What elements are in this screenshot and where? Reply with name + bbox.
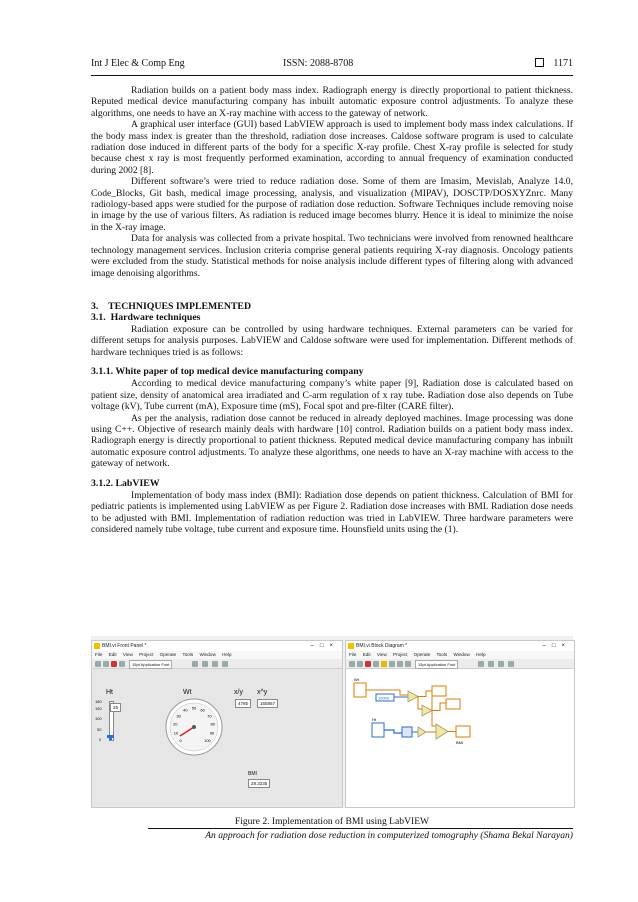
slider-tick: 100: [95, 716, 102, 721]
subsubsection-heading: 3.1.1. White paper of top medical device manufacturing company: [91, 365, 364, 377]
footer-rule: [148, 828, 573, 829]
block-diagram-titlebar: [346, 641, 574, 651]
run-arrow-icon[interactable]: [349, 661, 355, 667]
slider-tick: 0: [99, 737, 102, 742]
paragraph: A graphical user interface (GUI) based LabVIEW approach is used to implement body mass index calculations. If the body mass index is greater than the threshold, radiation dose increases. Caldose software program is used to calculate radiation dose induced in different parts of the body for a specific X-ray profile. Chest X-ray profile is selected for study because chest x ray is most frequently performed examination, according to annual frequency of examination conducted during 2002 [8].: [91, 119, 573, 176]
issn: ISSN: 2088-8708: [283, 58, 354, 69]
weight-gauge[interactable]: [164, 697, 224, 757]
run-arrow-icon[interactable]: [95, 661, 101, 667]
menu-item[interactable]: File: [349, 652, 357, 657]
labview-app-icon: [94, 643, 100, 649]
front-panel-toolbar: [92, 659, 342, 669]
gauge-tick-label: 60: [200, 707, 205, 713]
terminal-label: Wt: [354, 677, 359, 682]
slider-handle[interactable]: [107, 735, 114, 738]
block-diagram-window: [345, 640, 575, 808]
ht-label: Ht: [106, 689, 113, 696]
menu-item[interactable]: Project: [393, 652, 408, 657]
xy-indicator: 4785: [235, 699, 251, 708]
ht-terminal: [372, 723, 384, 737]
to-double-node: [402, 727, 412, 737]
menu-item[interactable]: Tools: [182, 652, 194, 657]
menu-item[interactable]: Window: [199, 652, 216, 657]
constant-value: 10000: [378, 695, 390, 701]
subsection-heading: 3.1. Hardware techniques: [91, 312, 201, 324]
wt-terminal: [354, 683, 366, 697]
subsubsection-heading: 3.1.2. LabVIEW: [91, 477, 160, 489]
menu-item[interactable]: Operate: [159, 652, 177, 657]
align-icon[interactable]: [192, 661, 198, 667]
menu-item[interactable]: Edit: [362, 652, 371, 657]
figure-caption: Figure 2. Implementation of BMI using LabVIEW: [234, 816, 430, 827]
step-over-icon[interactable]: [397, 661, 403, 667]
menu-item[interactable]: Project: [139, 652, 154, 657]
xpowy-indicator-terminal: [446, 699, 460, 709]
xpowy-indicator: 165857: [257, 699, 278, 708]
window-controls[interactable]: –□×: [542, 643, 571, 649]
distribute-icon[interactable]: [488, 661, 494, 667]
pause-icon[interactable]: [373, 661, 379, 667]
gauge-tick-label: 50: [191, 705, 197, 711]
menu-item[interactable]: Help: [476, 652, 486, 657]
gauge-tick-label: 40: [183, 707, 188, 713]
page-number-block: [535, 58, 573, 69]
menu-item[interactable]: File: [95, 652, 103, 657]
paragraph: Radiation exposure can be controlled by using hardware techniques. External parameters can be varied for different setups for analysis purposes. LabVIEW and Caldose software were used for implementation. Different methods of hardware techniques tried is as follows:: [91, 323, 573, 358]
paragraph: Different software’s were tried to reduce radiation dose. Some of them are Imasim, Mevislab, Analyze 14.0, Code_Blocks, Git bash, medical image processing, analysis, and visualization (MIPAV), DOSCTP/DOSXYZnrc. Many radiology-based apps were studied for the purpose of radiation dose reduction. Software Techniques include removing noise in image by the use of various filters. As radiation is reduced image becomes blurry. Hence it is ideal to minimize the noise in the X-ray image.: [91, 176, 573, 233]
window-controls[interactable]: –□×: [310, 643, 339, 649]
terminal-label: BMI: [456, 740, 464, 745]
step-icon[interactable]: [389, 661, 395, 667]
terminal-label: Ht: [372, 717, 376, 722]
block-diagram-canvas: [346, 669, 574, 807]
xpowy-label: x^y: [257, 689, 268, 696]
gauge-tick-label: 90: [209, 730, 215, 736]
menu-item[interactable]: Help: [222, 652, 232, 657]
reorder-icon[interactable]: [508, 661, 514, 667]
labview-app-icon: [348, 643, 354, 649]
front-panel-canvas: [92, 669, 342, 807]
gauge-hub: [192, 725, 196, 729]
abort-icon[interactable]: [365, 661, 371, 667]
wire: [418, 691, 432, 697]
font-select[interactable]: 15pt Application Font: [129, 660, 172, 669]
paragraph: Radiation builds on a patient body mass index. Radiograph energy is directly proportional to patient thickness. Reputed medical device manufacturing company has inbuilt automatic exposure control adjustments. To analyze these algorithms, one needs to have an X-ray machine with access to the gateway of network.: [91, 85, 573, 119]
front-panel-titlebar: [92, 641, 342, 651]
paragraph: Data for analysis was collected from a private hospital. Two technicians were involved from renowned healthcare technology management services. Inclusion criteria comprise general patients requiring X-ray diagnosis. Oncology patients were excluded from the study. Statistical methods for noise analysis include different types of filtering along with advanced image denoising algorithms.: [91, 233, 573, 279]
block-diagram-menubar: [346, 651, 574, 659]
slider-tick: 180: [95, 699, 102, 704]
article-body: [91, 85, 573, 536]
align-icon[interactable]: [478, 661, 484, 667]
menu-item[interactable]: Tools: [436, 652, 448, 657]
wt-label: Wt: [183, 689, 192, 696]
menu-item[interactable]: View: [122, 652, 133, 657]
step-out-icon[interactable]: [405, 661, 411, 667]
gauge-tick-label: 0: [179, 737, 182, 743]
run-continuous-icon[interactable]: [103, 661, 109, 667]
gauge-tick-label: 10: [173, 730, 179, 736]
slider-tick: 150: [95, 706, 102, 711]
paragraph: According to medical device manufacturing company’s white paper [9], Radiation dose is calculated based on patient size, density of anatomical area irradiated and C-arm regulation of x ray tube. Radiation dose also depends on Tube voltage (kV), Tube current (mA), Exposure time (mS), Focal spot and pre-filter (CARE filter).: [91, 378, 573, 413]
gauge-tick-label: 80: [210, 721, 215, 727]
slider-tick: 50: [97, 727, 102, 732]
wire: [418, 697, 422, 710]
block-diagram-title: BMI.vi Block Diagram *: [356, 643, 408, 649]
section-heading: 3. TECHNIQUES IMPLEMENTED: [91, 300, 252, 312]
distribute-icon[interactable]: [202, 661, 208, 667]
reorder-icon[interactable]: [222, 661, 228, 667]
wire: [384, 730, 402, 733]
run-continuous-icon[interactable]: [357, 661, 363, 667]
figure-labview-screenshot: [91, 636, 573, 808]
menu-item[interactable]: Window: [453, 652, 470, 657]
wire: [432, 703, 446, 711]
abort-icon[interactable]: [111, 661, 117, 667]
menu-item[interactable]: Operate: [413, 652, 431, 657]
page-number: 1171: [553, 58, 573, 69]
bmi-indicator: 28.3235: [248, 779, 270, 788]
front-panel-window: [91, 640, 343, 808]
font-select[interactable]: 15pt Application Font: [415, 660, 458, 669]
ht-numeric[interactable]: 25: [110, 703, 121, 712]
gauge-tick-label: 70: [207, 713, 212, 719]
xy-indicator-terminal: [432, 686, 446, 696]
bmi-label: BMI: [248, 771, 257, 777]
xy-label: x/y: [234, 689, 243, 696]
gauge-tick-label: 100: [204, 737, 211, 743]
front-panel-title: BMI.vi Front Panel *: [102, 643, 147, 649]
gauge-tick-label: 20: [173, 721, 178, 727]
bmi-indicator-terminal: [456, 726, 470, 737]
front-panel-menubar: [92, 651, 342, 659]
highlight-execution-icon[interactable]: [381, 661, 387, 667]
resize-icon[interactable]: [212, 661, 218, 667]
menu-item[interactable]: View: [376, 652, 387, 657]
gauge-tick-label: 30: [176, 713, 181, 719]
power-node: [422, 705, 432, 716]
divide-node: [408, 691, 418, 702]
block-diagram-graph: [346, 669, 574, 807]
running-header: [91, 58, 573, 74]
header-rule: [91, 75, 573, 76]
block-diagram-toolbar: [346, 659, 574, 669]
bmi-divide-node: [436, 724, 448, 739]
running-footer: An approach for radiation dose reduction in computerized tomography (Shama Bekal Narayan): [205, 830, 573, 841]
paragraph: Implementation of body mass index (BMI): Radiation dose depends on patient thickness. Calculation of BMI for pediatric patients is implemented using LabVIEW as per Figure 2. Radiation dose increases with BMI. Radiation dose needs to be adjusted with BMI. Implementation of radiation reduction was tried in LabVIEW. Three hardware parameters were considered namely tube voltage, tube current and exposure time. Hounsfield units using the (1).: [91, 490, 573, 536]
menu-item[interactable]: Edit: [108, 652, 117, 657]
pause-icon[interactable]: [119, 661, 125, 667]
paragraph: As per the analysis, radiation dose cannot be reduced in already deployed machines. Image processing was done using C++. Objective of research mainly deals with hardware [10] control. Radiation builds on a patient body mass index. Radiograph energy is directly proportional to patient thickness. Reputed medical device manufacturing company has inbuilt automatic exposure control adjustments. To analyze these algorithms, one needs to have an X-ray machine with access to the gateway of network.: [91, 412, 573, 470]
square-node: [418, 727, 426, 737]
checkbox-icon: [535, 58, 544, 67]
resize-icon[interactable]: [498, 661, 504, 667]
journal-name: Int J Elec & Comp Eng: [91, 58, 185, 69]
